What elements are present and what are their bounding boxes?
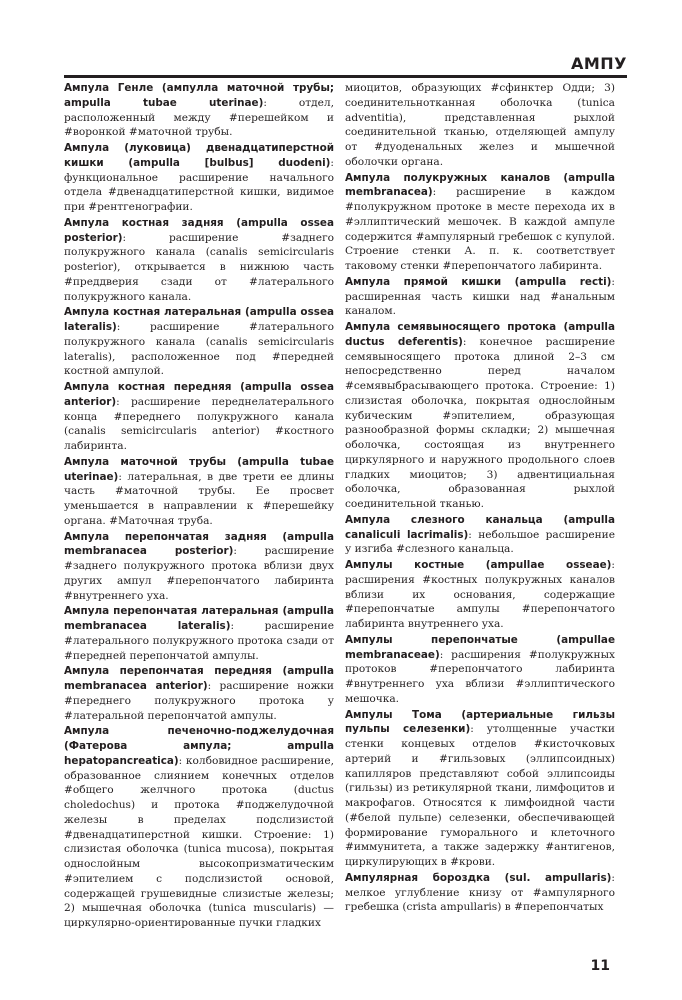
entry-definition: : мелкое углубление книзу от #ампулярного гребешка (crista ampullaris) в #перепончатых [345, 871, 615, 914]
entry-definition: : расширение переднелатерального конца #переднего полукружного канала (canalis semicircularis anterior) #костного лабиринта. [64, 395, 334, 452]
right-column [345, 81, 615, 916]
dictionary-entry [64, 455, 334, 529]
dictionary-entry [345, 633, 615, 707]
dictionary-entry [64, 305, 334, 379]
dictionary-entry [64, 81, 334, 140]
entry-definition: : функциональное расширение начального отдела #двенадцатиперстной кишки, видимое при #рентгенографии. [64, 156, 334, 213]
dictionary-entry [345, 275, 615, 319]
dictionary-entry [345, 513, 615, 557]
entry-term: Ампула печеночно-поджелудочная (Фатерова ампула; ampulla hepatopancreatica) [64, 725, 334, 767]
dictionary-entry [345, 871, 615, 915]
entry-definition: : колбовидное расширение, образованное слиянием конечных отделов #общего желчного протока (ductus choledochus) и протока #поджелудочной железы в пределах подслизистой #двенадцатиперстной кишки. Строение: 1) слизистая оболочка (tunica mucosa), покрытая однослойным высокопризматическим #эпителием с подслизистой основой, содержащей грушевидные слизистые железы; 2) мышечная оболочка (tunica muscularis) — циркулярно-ориентированные пучки гладких [64, 754, 334, 929]
dictionary-entry [64, 604, 334, 663]
entry-term: Ампула перепончатая передняя (ampulla membranacea anterior) [64, 665, 334, 692]
entry-definition: : расширение #заднего полукружного канала (canalis semicircularis posterior), открывается в нижнюю часть #преддверия сзади от #латерального полукружного канала. [64, 231, 334, 303]
entry-definition: : утолщенные участки стенки концевых отделов #кисточковых артерий и #гильзовых (эллипсоидных) капилляров представляют собой эллипсоиды (гильзы) из ретикулярной ткани, лимфоцитов и макрофагов. Относятся к лимфоидной части (#белой пульпе) селезенки, обеспечивающей формирование гуморального и клеточного #иммунитета, а также задержку #антигенов, циркулирующих в #крови. [345, 723, 615, 868]
entry-definition: : отдел, расположенный между #перешейком и #воронкой #маточной трубы. [64, 96, 334, 139]
running-header: АМПУ [570, 54, 627, 73]
dictionary-entry [345, 171, 615, 274]
entry-definition: : расширение #латерального полукружного канала (canalis semicircularis lateralis), расположенное под #передней костной ампулой. [64, 321, 334, 378]
entry-term: Ампула полукружных каналов (ampulla membranacea) [345, 171, 615, 199]
entry-term: Ампула маточной трубы (ampulla tubae uterinae) [64, 455, 334, 483]
entry-term: Ампула костная задняя (ampulla ossea posterior) [64, 216, 334, 244]
dictionary-entry [64, 216, 334, 305]
dictionary-entry [64, 724, 334, 931]
dictionary-entry [64, 380, 334, 454]
dictionary-entry-continued [345, 81, 615, 170]
dictionary-entry [345, 558, 615, 632]
dictionary-entry [345, 708, 615, 870]
entry-definition: : расширение ножки #переднего полукружного протока у #латеральной перепончатой ампулы. [64, 680, 334, 722]
entry-term: Ампулярная бороздка (sul. ampullaris) [345, 871, 612, 884]
entry-term: Ампулы перепончатые (ampullae membranaceae) [345, 633, 615, 661]
entry-term: Ампула костная передняя (ampulla ossea anterior) [64, 381, 334, 408]
dictionary-entry [64, 141, 334, 215]
header-rule [64, 75, 627, 78]
entry-definition: : расширения #костных полукружных каналов вблизи их основания, содержащие #перепончатые ампулы #перепончатого лабиринта внутреннего уха. [345, 559, 615, 630]
entry-definition: : конечное расширение семявыносящего протока длиной 2–3 см непосредственно перед началом #семявыбрасывающего протока. Строение: 1) слизистая оболочка, покрытая однослойным кубическим #эпителием, образующая разнообразной формы складки; 2) мышечная оболочка, состоящая из внутреннего циркулярного и наружного продольного слоев гладких миоцитов; 3) адвентициальная оболочка, образованная рыхлой соединительной тканью. [345, 335, 615, 510]
entry-term: Ампула костная латеральная (ampulla ossea lateralis) [64, 306, 334, 333]
entry-definition: : расширение #латерального полукружного протока сзади от #передней перепончатой ампулы. [64, 620, 334, 662]
entry-term: Ампула перепончатая латеральная (ampulla membranacea lateralis) [64, 605, 334, 632]
entry-definition: : расширения #полукружных протоков #перепончатого лабиринта #внутреннего уха вблизи #эллиптического мешочка. [345, 648, 615, 705]
entry-definition: : небольшое расширение у изгиба #слезного канальца. [345, 528, 615, 556]
entry-definition: : расширение #заднего полукружного протока вблизи двух других ампул #перепончатого лабиринта #внутреннего уха. [64, 545, 334, 602]
entry-term: Ампулы Тома (артериальные гильзы пульпы селезенки) [345, 708, 615, 736]
entry-term: Ампула слезного канальца (ampulla canaliculi lacrimalis) [345, 513, 615, 541]
entry-term: Ампула Генле (ампулла маточной трубы; ampulla tubae uterinae) [64, 82, 334, 109]
entry-term: Ампула семявыносящего протока (ampulla ductus deferentis) [345, 321, 615, 348]
page-number: 11 [590, 958, 610, 974]
dictionary-entry [64, 530, 334, 604]
left-column [64, 81, 334, 932]
entry-definition: миоцитов, образующих #сфинктер Одди; 3) соединительнотканная оболочка (tunica adventitia), представленная рыхлой соединительной тканью, отделяющей ампулу от #дуоденальных желез и мышечной оболочки органа. [345, 82, 615, 168]
entry-term: Ампула (луковица) двенадцатиперстной кишки (ampulla [bulbus] duodeni) [64, 142, 334, 169]
dictionary-entry [64, 664, 334, 723]
entry-definition: : расширенная часть кишки над #анальным каналом. [345, 275, 615, 318]
entry-term: Ампулы костные (ampullae osseae) [345, 559, 612, 571]
entry-term: Ампула прямой кишки (ampulla recti) [345, 275, 612, 288]
dictionary-entry [345, 320, 615, 512]
entry-term: Ампула перепончатая задняя (ampulla membranacea posterior) [64, 530, 334, 558]
entry-definition: : латеральная, в две трети ее длины часть #маточной трубы. Ее просвет уменьшается в направлении к #перешейку органа. #Маточная труба. [64, 470, 334, 527]
entry-definition: : расширение в каждом #полукружном протоке в месте перехода их в #эллиптический мешочек. В каждой ампуле содержится #ампулярный гребешок с купулой. Строение стенки А. п. к. соответствует таковому стенки #перепончатого лабиринта. [345, 186, 615, 272]
